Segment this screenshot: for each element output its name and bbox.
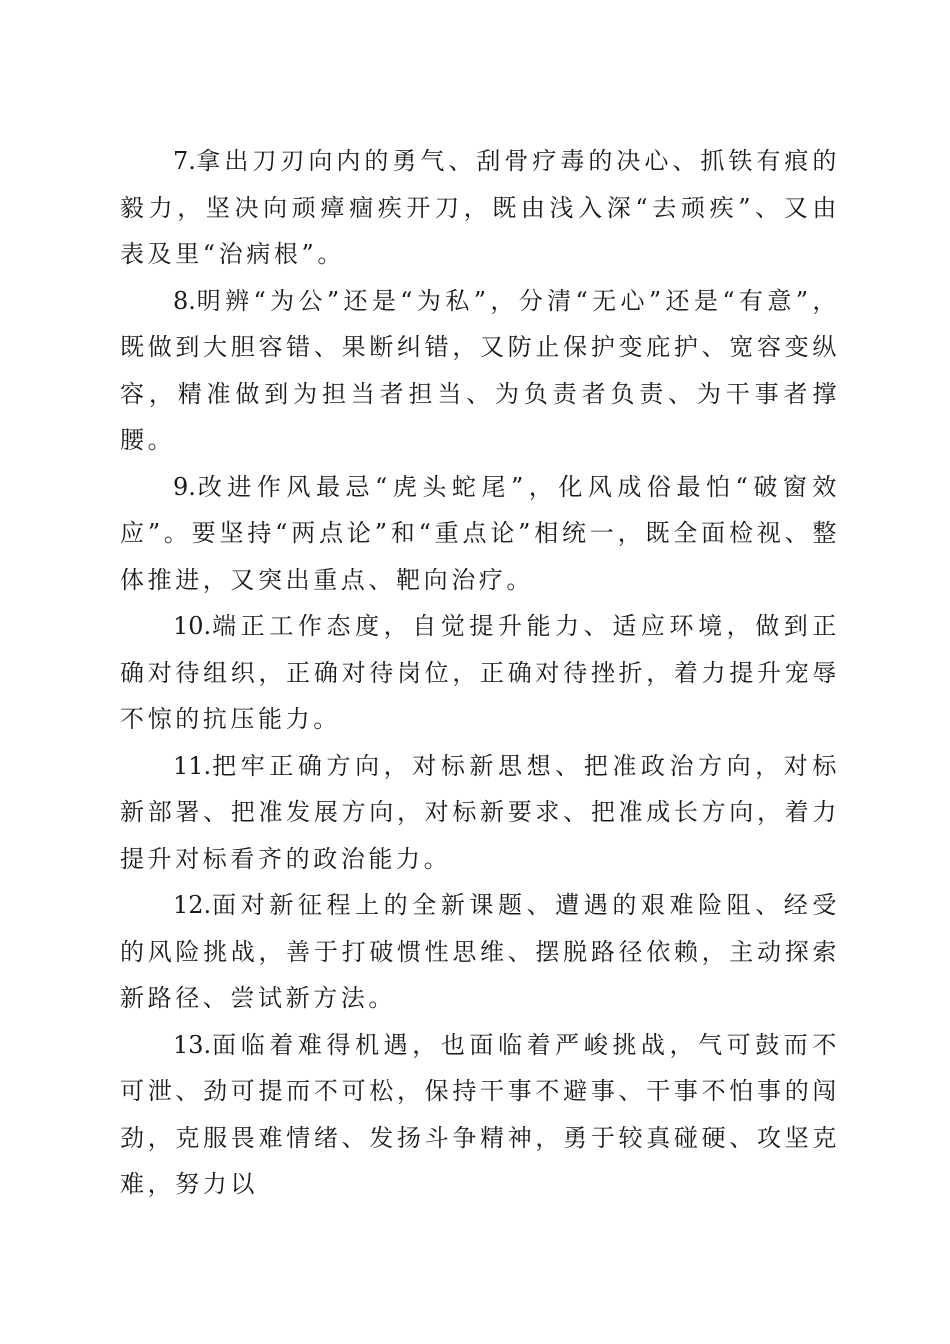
paragraph-text: 改进作风最忌“虎头蛇尾”，化风成俗最怕“破窗效应”。要坚持“两点论”和“重点论”相统一，既全面检视、整体推进，又突出重点、靶向治疗。 [120,472,840,594]
document-body [120,138,840,1208]
paragraph-text: 明辨“为公”还是“为私”，分清“无心”还是“有意”，既做到大胆容错、果断纠错，又防止保护变庇护、宽容变纵容，精准做到为担当者担当、为负责者负责、为干事者撑腰。 [120,286,840,454]
paragraph-number: 7. [173,147,196,175]
paragraph-number: 12. [173,891,212,919]
paragraph-text: 端正工作态度，自觉提升能力、适应环境，做到正确对待组织，正确对待岗位，正确对待挫折，着力提升宠辱不惊的抗压能力。 [120,612,840,733]
paragraph-13 [120,1022,840,1208]
paragraph-7 [120,138,840,278]
paragraph-text: 拿出刀刃向内的勇气、刮骨疗毒的决心、抓铁有痕的毅力，坚决向顽瘴痼疾开刀，既由浅入深“去顽疾”、又由表及里“治病根”。 [120,147,840,268]
paragraph-number: 8. [173,286,196,315]
paragraph-10 [120,603,840,743]
paragraph-8 [120,278,840,464]
paragraph-number: 13. [173,1030,212,1059]
paragraph-12 [120,882,840,1022]
paragraph-text: 面对新征程上的全新课题、遭遇的艰难险阻、经受的风险挑战，善于打破惯性思维、摆脱路径依赖，主动探索新路径、尝试新方法。 [120,891,840,1012]
paragraph-number: 11. [173,751,212,780]
paragraph-number: 9. [173,472,196,501]
paragraph-9 [120,464,840,604]
paragraph-number: 10. [173,612,212,640]
paragraph-text: 把牢正确方向，对标新思想、把准政治方向，对标新部署、把准发展方向，对标新要求、把准成长方向，着力提升对标看齐的政治能力。 [120,751,840,873]
paragraph-11 [120,743,840,883]
paragraph-text: 面临着难得机遇，也面临着严峻挑战，气可鼓而不可泄、劲可提而不可松，保持干事不避事、干事不怕事的闯劲，克服畏难情绪、发扬斗争精神，勇于较真碰硬、攻坚克难，努力以 [120,1030,840,1198]
